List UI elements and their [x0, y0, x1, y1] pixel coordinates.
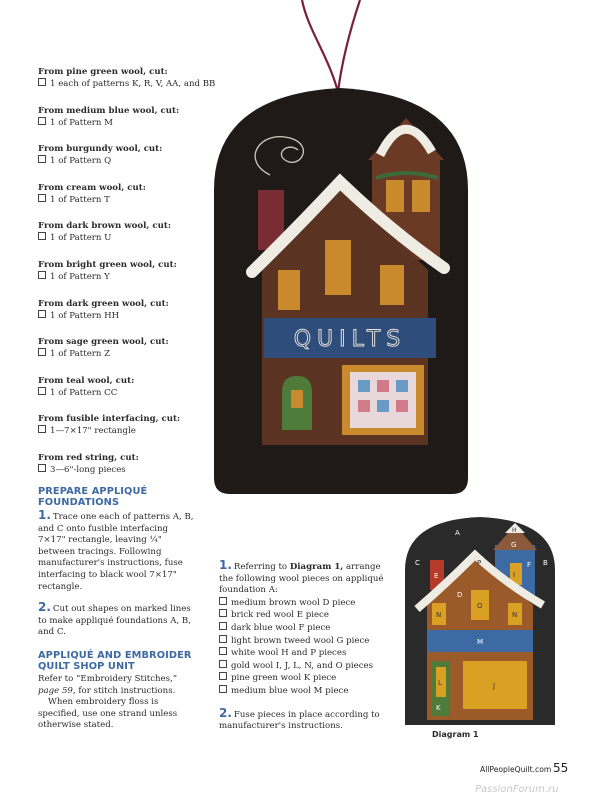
tower-window: [386, 180, 404, 212]
cut-detail: 1 of Pattern U: [50, 233, 112, 244]
quilt-block: [377, 400, 389, 412]
list-item: medium brown wool D piece: [219, 597, 389, 610]
piece-list: [219, 597, 389, 698]
diagram-label: J: [493, 682, 496, 690]
page-number: 55: [553, 761, 569, 775]
col2-step-2: 2. Fuse pieces in place according to manufacturer's instructions.: [219, 705, 380, 732]
cut-heading: From bright green wool, cut:: [38, 259, 177, 270]
diagram-label: B: [543, 559, 548, 567]
diagram-1: [405, 515, 555, 730]
diagram-label: O: [477, 602, 483, 610]
checkbox-icon: [219, 609, 227, 617]
cut-detail: 1 of Pattern HH: [50, 310, 120, 321]
cut-detail: 3—6"-long pieces: [50, 464, 126, 475]
steps-column: [219, 560, 389, 733]
site-footer: AllPeopleQuilt.com: [480, 765, 552, 774]
ornament-photo: [200, 0, 500, 500]
checkbox-icon: [38, 271, 46, 279]
cut-heading: From dark brown wool, cut:: [38, 221, 171, 232]
hanging-string: [302, 0, 360, 92]
checkbox-icon: [219, 660, 227, 668]
sign-text: QUILTS: [293, 327, 407, 352]
quilt-block: [396, 400, 408, 412]
window: [325, 240, 351, 295]
cut-heading: From pine green wool, cut:: [38, 67, 168, 77]
diagram-label: I: [513, 571, 516, 579]
diagram-label: E: [434, 572, 439, 580]
checkbox-icon: [38, 117, 46, 125]
cut-heading: From burgundy wool, cut:: [38, 144, 163, 155]
checkbox-icon: [38, 78, 46, 86]
diagram-label: N: [512, 611, 518, 619]
checkbox-icon: [38, 425, 46, 433]
applique-intro: Refer to “Embroidery Stitches,” page 59, for stitch instructions.: [38, 674, 178, 696]
window: [380, 265, 404, 305]
list-item: brick red wool E piece: [219, 609, 389, 622]
list-item: light brown tweed wool G piece: [219, 635, 389, 648]
cut-heading: From medium blue wool, cut:: [38, 105, 180, 116]
diagram-label: P: [477, 559, 482, 567]
col2-step-1: 1. Referring to Diagram 1, arrange the following wool pieces on appliqué foundation A:: [219, 558, 384, 596]
watermark: PassionForum.ru: [475, 784, 559, 795]
diagram-caption: Diagram 1: [432, 730, 479, 739]
cut-detail: 1 of Pattern Q: [50, 156, 112, 167]
checkbox-icon: [38, 155, 46, 163]
checkbox-icon: [219, 635, 227, 643]
diagram-label: L: [438, 679, 442, 687]
list-item: white wool H and P pieces: [219, 647, 389, 660]
checkbox-icon: [38, 232, 46, 240]
cut-heading: From sage green wool, cut:: [38, 337, 169, 348]
diagram-label: M: [477, 638, 484, 646]
cut-heading: From dark green wool, cut:: [38, 298, 169, 309]
cut-detail: 1—7×17" rectangle: [50, 426, 136, 437]
door-window: [291, 390, 303, 408]
checkbox-icon: [219, 647, 227, 655]
step-2: 2. Cut out shapes on marked lines to make appliqué foundations A, B, and C.: [38, 600, 191, 638]
diagram-label: G: [511, 541, 517, 549]
cut-detail: 1 of Pattern Y: [50, 271, 110, 282]
checkbox-icon: [219, 622, 227, 630]
cut-detail: 1 of Pattern M: [50, 117, 113, 128]
quilt-block: [377, 380, 389, 392]
step-1: 1. Trace one each of patterns A, B, and C onto fusible interfacing 7×17" rectangle, leaving ¼" between tracings. Following manufacturer's instructions, fuse interfacing to black wool 7×17" rectangle.: [38, 508, 194, 592]
quilt-block: [358, 400, 370, 412]
cut-detail: 1 of Pattern T: [50, 194, 110, 205]
diagram-label: D: [457, 591, 463, 599]
quilt-block: [358, 380, 370, 392]
section-title: PREPARE APPLIQUÉ FOUNDATIONS: [38, 486, 148, 508]
cut-heading: From cream wool, cut:: [38, 182, 146, 193]
list-item: gold wool I, J, L, N, and O pieces: [219, 660, 389, 673]
diagram-label: H: [512, 527, 517, 534]
checkbox-icon: [38, 310, 46, 318]
checkbox-icon: [219, 685, 227, 693]
diagram-label: A: [455, 529, 460, 537]
checkbox-icon: [38, 464, 46, 472]
diagram-label: F: [527, 561, 532, 569]
list-item: medium blue wool M piece: [219, 685, 389, 698]
cut-heading: From red string, cut:: [38, 452, 139, 463]
cut-detail: 1 of Pattern Z: [50, 349, 111, 360]
list-item: pine green wool K piece: [219, 672, 389, 685]
window: [278, 270, 300, 310]
cut-detail: 1 of Pattern CC: [50, 387, 118, 398]
checkbox-icon: [38, 194, 46, 202]
cut-detail: 1 each of patterns K, R, V, AA, and BB: [50, 79, 216, 89]
applique-section: [38, 650, 198, 732]
diagram-label: N: [436, 611, 442, 619]
prepare-section: [38, 486, 198, 639]
checkbox-icon: [219, 672, 227, 680]
diagram-label: C: [415, 559, 420, 567]
list-item: dark blue wool F piece: [219, 622, 389, 635]
diagram-label: K: [436, 704, 441, 712]
tower-window: [412, 180, 430, 212]
section-title: APPLIQUÉ AND EMBROIDER QUILT SHOP UNIT: [38, 650, 192, 672]
quilt-block: [396, 380, 408, 392]
cut-heading: From teal wool, cut:: [38, 375, 135, 386]
checkbox-icon: [38, 387, 46, 395]
applique-note: When embroidery floss is specified, use one strand unless otherwise stated.: [38, 697, 178, 731]
checkbox-icon: [38, 348, 46, 356]
checkbox-icon: [219, 597, 227, 605]
cut-heading: From fusible interfacing, cut:: [38, 414, 181, 425]
